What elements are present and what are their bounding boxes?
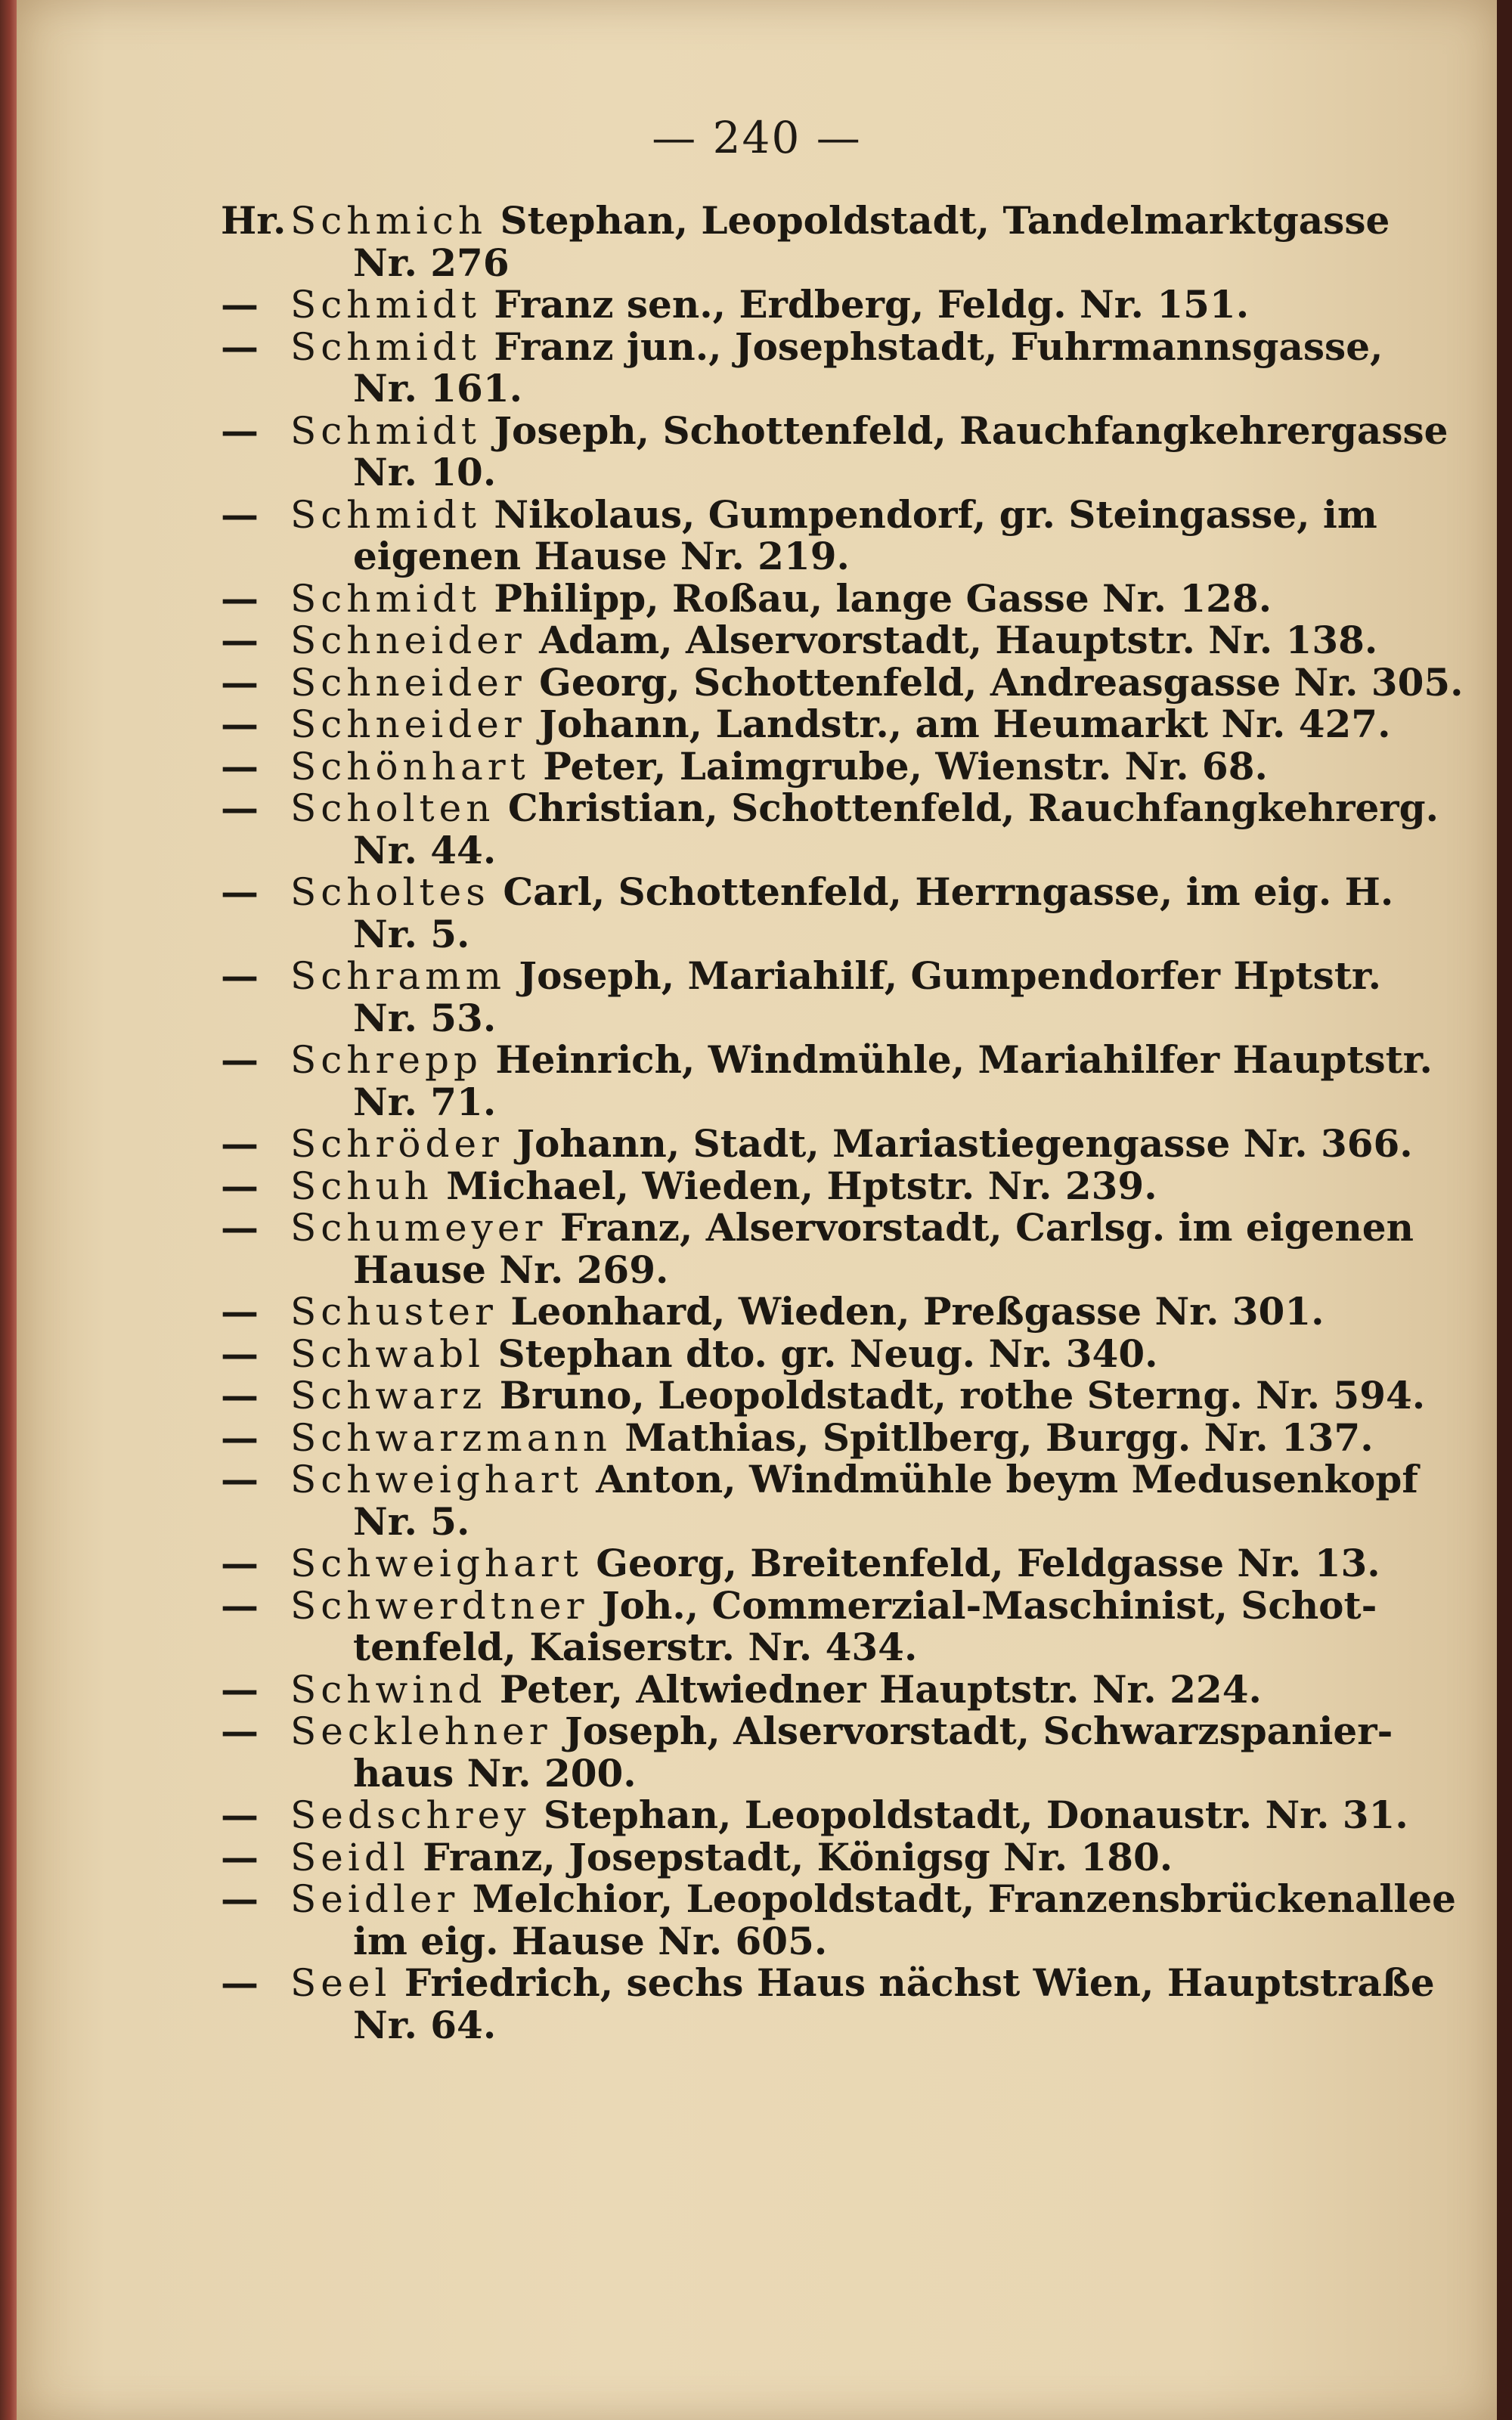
entry-details: Philipp, Roßau, lange Gasse Nr. 128. — [494, 575, 1272, 621]
directory-entry — [221, 953, 1381, 999]
entry-prefix: — — [221, 1457, 259, 1501]
entry-details: Johann, Landstr., am Heumarkt Nr. 427. — [539, 702, 1391, 746]
entry-details: Georg, Breitenfeld, Feldgasse Nr. 13. — [596, 1541, 1380, 1585]
entry-details: Christian, Schottenfeld, Rauchfangkehrerg. — [507, 785, 1439, 830]
directory-entry — [221, 492, 1377, 538]
entry-details: Franz jun., Josephstadt, Fuhrmannsgasse, — [494, 324, 1383, 369]
entry-surname: Schwind — [290, 1667, 487, 1712]
directory-entry — [221, 1793, 1408, 1838]
entry-surname: Schröder — [290, 1122, 503, 1166]
entry-continuation: im eig. Hause Nr. 605. — [353, 1918, 828, 1963]
entry-surname: Schwerdtner — [290, 1583, 589, 1628]
entry-surname: Seidler — [290, 1877, 460, 1921]
entry-surname: Schuster — [290, 1290, 497, 1334]
entry-continuation: Nr. 161. — [353, 366, 523, 411]
directory-entry — [221, 1121, 1413, 1167]
entry-details: Johann, Stadt, Mariastiegengasse Nr. 366. — [516, 1121, 1413, 1166]
entry-surname: Schmidt — [290, 408, 481, 453]
directory-entry — [221, 198, 1390, 243]
entry-details: Georg, Schottenfeld, Andreasgasse Nr. 305. — [539, 659, 1464, 705]
entry-details: Stephan, Leopoldstadt, Tandelmarktgasse — [500, 198, 1390, 243]
entry-surname: Schweighart — [290, 1542, 583, 1585]
entry-surname: Schmich — [290, 199, 488, 243]
directory-entry — [221, 1709, 1393, 1754]
entry-prefix: — — [221, 1834, 259, 1879]
entry-surname: Schneider — [290, 660, 526, 705]
entry-details: Anton, Windmühle beym Medusenkopf — [596, 1457, 1418, 1501]
entry-prefix: — — [221, 1163, 259, 1208]
directory-entry — [221, 1835, 1173, 1880]
entry-surname: Schönhart — [290, 744, 530, 789]
entry-continuation: Nr. 10. — [353, 450, 497, 494]
directory-entry — [221, 282, 1249, 327]
entry-prefix: — — [221, 869, 259, 914]
entry-surname: Seel — [290, 1961, 392, 2005]
entry-surname: Schuh — [290, 1164, 433, 1208]
entry-surname: Seidl — [290, 1835, 410, 1879]
entry-continuation: Nr. 53. — [353, 995, 497, 1040]
entry-prefix: — — [221, 1331, 259, 1376]
entry-continuation: Nr. 71. — [353, 1079, 497, 1124]
book-page — [17, 0, 1497, 2420]
entry-details: Leonhard, Wieden, Preßgasse Nr. 301. — [510, 1289, 1325, 1334]
directory-entry — [221, 869, 1393, 915]
entry-surname: Scholtes — [290, 870, 490, 914]
entry-surname: Scholten — [290, 786, 495, 830]
entry-surname: Schmidt — [290, 492, 481, 537]
entry-details: Peter, Altwiedner Hauptstr. Nr. 224. — [499, 1666, 1262, 1712]
entry-details: Franz sen., Erdberg, Feldg. Nr. 151. — [494, 282, 1250, 327]
entry-prefix: — — [221, 659, 259, 705]
entry-details: Franz, Alservorstadt, Carlsg. im eigenen — [559, 1205, 1414, 1250]
entry-prefix: — — [221, 1373, 259, 1418]
entry-surname: Schramm — [290, 954, 506, 998]
directory-entry — [221, 1289, 1325, 1334]
entry-prefix: — — [221, 702, 259, 746]
entry-prefix: — — [221, 1121, 259, 1166]
entry-surname: Schwarz — [290, 1374, 487, 1418]
entry-prefix: — — [221, 1876, 259, 1921]
entry-surname: Schmidt — [290, 576, 481, 621]
entry-prefix: — — [221, 953, 259, 998]
entry-details: Michael, Wieden, Hptstr. Nr. 239. — [446, 1163, 1157, 1208]
directory-entry — [221, 618, 1377, 663]
directory-entry — [221, 324, 1383, 370]
entry-details: Stephan, Leopoldstadt, Donaustr. Nr. 31. — [543, 1793, 1408, 1837]
entry-details: Joseph, Schottenfeld, Rauchfangkehrergasse — [494, 407, 1448, 453]
entry-details: Mathias, Spitlberg, Burgg. Nr. 137. — [624, 1415, 1374, 1460]
entry-surname: Schneider — [290, 702, 526, 746]
entry-continuation: Hause Nr. 269. — [353, 1247, 669, 1292]
entry-details: Joh., Commerzial-Maschinist, Schot- — [601, 1582, 1377, 1628]
book-spine-edge — [0, 0, 17, 2420]
entry-surname: Schmidt — [290, 283, 481, 327]
entry-details: Bruno, Leopoldstadt, rothe Sterng. Nr. 594. — [499, 1373, 1426, 1418]
directory-entry — [221, 785, 1439, 831]
entry-details: Friedrich, sechs Haus nächst Wien, Hauptstraße — [404, 1960, 1435, 2005]
entry-prefix: — — [221, 785, 259, 830]
entry-details: Carl, Schottenfeld, Herrngasse, im eig. H. — [503, 869, 1394, 914]
entry-prefix: Hr. — [221, 198, 287, 243]
entry-prefix: — — [221, 1582, 259, 1628]
directory-entry — [221, 1164, 1157, 1209]
directory-entry — [221, 1331, 1158, 1377]
entry-surname: Sedschrey — [290, 1793, 531, 1837]
entry-prefix: — — [221, 1037, 259, 1082]
directory-entry — [221, 1415, 1374, 1461]
entry-details: Joseph, Mariahilf, Gumpendorfer Hptstr. — [519, 953, 1382, 998]
entry-details: Joseph, Alservorstadt, Schwarzspanier- — [565, 1709, 1393, 1753]
entry-surname: Schneider — [290, 618, 526, 662]
entry-prefix: — — [221, 1289, 259, 1334]
entry-continuation: Nr. 5. — [353, 1498, 470, 1544]
entry-prefix: — — [221, 575, 259, 621]
entry-prefix: — — [221, 324, 259, 369]
entry-details: Melchior, Leopoldstadt, Franzensbrückenallee — [472, 1876, 1456, 1921]
entry-continuation: Nr. 276 — [353, 240, 510, 285]
directory-entry — [221, 1457, 1418, 1502]
entry-prefix: — — [221, 618, 259, 662]
entry-surname: Schumeyer — [290, 1206, 547, 1250]
directory-entry — [221, 660, 1464, 705]
entry-prefix: — — [221, 1709, 259, 1753]
entry-prefix: — — [221, 743, 259, 789]
entry-prefix: — — [221, 1793, 259, 1837]
directory-entry — [221, 408, 1448, 454]
directory-entry — [221, 1876, 1456, 1922]
entry-surname: Schmidt — [290, 324, 481, 369]
directory-entry — [221, 1583, 1377, 1628]
entry-surname: Schrepp — [290, 1038, 482, 1082]
directory-entry — [221, 576, 1272, 621]
entry-details: Nikolaus, Gumpendorf, gr. Steingasse, im — [494, 491, 1377, 537]
entry-details: Stephan dto. gr. Neug. Nr. 340. — [497, 1331, 1158, 1376]
entry-details: Heinrich, Windmühle, Mariahilfer Hauptstr. — [495, 1037, 1433, 1082]
directory-entry — [221, 1205, 1414, 1250]
entry-prefix: — — [221, 1541, 259, 1585]
page-margin-bottom — [17, 2162, 1497, 2419]
directory-entry — [221, 1960, 1435, 2006]
entry-prefix: — — [221, 407, 259, 453]
entry-details: Franz, Josepstadt, Königsg Nr. 180. — [423, 1834, 1173, 1879]
entry-details: Adam, Alservorstadt, Hauptstr. Nr. 138. — [539, 618, 1378, 662]
entry-continuation: haus Nr. 200. — [353, 1750, 637, 1796]
directory-entry — [221, 702, 1391, 747]
entry-surname: Schwabl — [290, 1331, 485, 1376]
entry-surname: Schweighart — [290, 1458, 583, 1501]
directory-entry — [221, 1541, 1380, 1586]
entry-prefix: — — [221, 1205, 259, 1250]
entry-details: Peter, Laimgrube, Wienstr. Nr. 68. — [543, 743, 1268, 789]
entry-surname: Schwarzmann — [290, 1415, 612, 1460]
entry-prefix: — — [221, 1960, 259, 2005]
directory-entry — [221, 1373, 1425, 1418]
directory-entry — [221, 744, 1268, 789]
entry-continuation: eigenen Hause Nr. 219. — [353, 534, 850, 578]
entry-prefix: — — [221, 282, 259, 327]
entry-continuation: tenfeld, Kaiserstr. Nr. 434. — [353, 1625, 918, 1669]
entry-continuation: Nr. 5. — [353, 911, 470, 956]
page-number: — 240 — — [652, 112, 862, 163]
entry-surname: Secklehner — [290, 1709, 552, 1753]
entry-prefix: — — [221, 491, 259, 537]
directory-entry — [221, 1667, 1262, 1712]
directory-entry — [221, 1037, 1433, 1083]
entry-prefix: — — [221, 1415, 259, 1460]
entry-prefix: — — [221, 1666, 259, 1712]
entry-continuation: Nr. 44. — [353, 827, 497, 872]
entry-continuation: Nr. 64. — [353, 2002, 497, 2047]
